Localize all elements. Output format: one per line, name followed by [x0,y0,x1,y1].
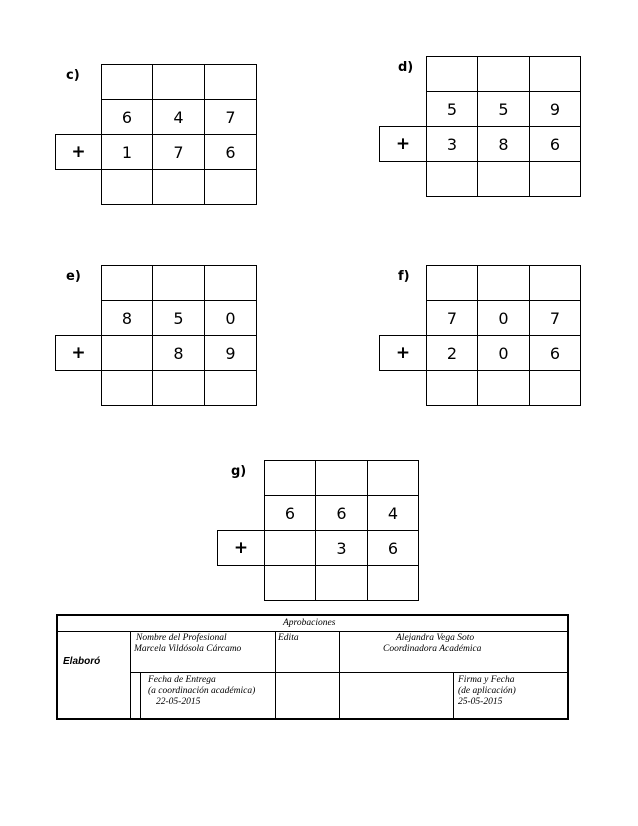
digit-cell: 6 [367,530,419,566]
answer-cell[interactable] [264,460,316,496]
sum-cell[interactable] [264,565,316,601]
divider [130,672,567,673]
problem-label: e) [66,269,81,284]
digit-cell: 6 [101,99,153,135]
sum-cell[interactable] [529,370,581,406]
digit-cell: 2 [426,335,478,371]
sum-cell[interactable] [426,161,478,197]
digit-cell: 8 [477,126,530,162]
coordinator-name: Alejandra Vega Soto [396,633,475,643]
plus-sign: + [55,134,102,170]
digit-cell: 9 [204,335,257,371]
digit-cell: 5 [426,91,478,127]
answer-cell[interactable] [367,460,419,496]
signature-label: Firma y Fecha [458,675,515,685]
sum-cell[interactable] [315,565,368,601]
digit-cell: 3 [426,126,478,162]
digit-cell: 9 [529,91,581,127]
answer-cell[interactable] [315,460,368,496]
sum-cell[interactable] [152,169,205,205]
problem-label: d) [398,60,414,75]
signature-note: (de aplicación) [458,686,516,696]
problem-label: f) [398,269,410,284]
digit-cell: 7 [152,134,205,170]
digit-cell: 7 [426,300,478,336]
sum-cell[interactable] [204,169,257,205]
problem-label: c) [66,68,80,83]
answer-cell[interactable] [152,265,205,301]
delivery-note: (a coordinación académica) [148,686,256,696]
digit-cell: 8 [101,300,153,336]
digit-cell [264,530,316,566]
divider [58,631,567,632]
answer-cell[interactable] [152,64,205,100]
answer-cell[interactable] [204,64,257,100]
sum-cell[interactable] [101,370,153,406]
sum-cell[interactable] [204,370,257,406]
digit-cell [101,335,153,371]
answer-cell[interactable] [477,56,530,92]
plus-sign: + [379,126,427,162]
digit-cell: 5 [477,91,530,127]
sum-cell[interactable] [477,370,530,406]
divider [140,672,141,718]
digit-cell: 0 [477,300,530,336]
answer-cell[interactable] [529,56,581,92]
answer-cell[interactable] [477,265,530,301]
professional-label: Nombre del Profesional [136,633,227,643]
answer-cell[interactable] [101,265,153,301]
digit-cell: 6 [529,335,581,371]
digit-cell: 0 [204,300,257,336]
answer-cell[interactable] [529,265,581,301]
approvals-table [56,614,569,720]
digit-cell: 6 [315,495,368,531]
answer-cell[interactable] [204,265,257,301]
digit-cell: 4 [152,99,205,135]
divider [453,672,454,718]
digit-cell: 7 [204,99,257,135]
plus-sign: + [217,530,265,566]
divider [339,631,340,718]
coordinator-role: Coordinadora Académica [383,644,482,654]
digit-cell: 3 [315,530,368,566]
elaboro-label: Elaboró [63,656,101,667]
digit-cell: 8 [152,335,205,371]
digit-cell: 6 [264,495,316,531]
plus-sign: + [379,335,427,371]
digit-cell: 7 [529,300,581,336]
sum-cell[interactable] [367,565,419,601]
edita-label: Edita [278,633,299,643]
signature-date: 25-05-2015 [458,697,503,707]
sum-cell[interactable] [477,161,530,197]
digit-cell: 6 [204,134,257,170]
digit-cell: 5 [152,300,205,336]
answer-cell[interactable] [426,56,478,92]
sum-cell[interactable] [529,161,581,197]
sum-cell[interactable] [426,370,478,406]
delivery-date: 22-05-2015 [156,697,201,707]
professional-name: Marcela Vildósola Cárcamo [134,644,242,654]
plus-sign: + [55,335,102,371]
divider [275,631,276,718]
sum-cell[interactable] [152,370,205,406]
delivery-label: Fecha de Entrega [148,675,216,685]
digit-cell: 6 [529,126,581,162]
answer-cell[interactable] [426,265,478,301]
digit-cell: 0 [477,335,530,371]
answer-cell[interactable] [101,64,153,100]
sum-cell[interactable] [101,169,153,205]
approvals-title: Aprobaciones [283,618,336,628]
problem-label: g) [231,464,247,479]
digit-cell: 4 [367,495,419,531]
divider [130,631,131,718]
digit-cell: 1 [101,134,153,170]
